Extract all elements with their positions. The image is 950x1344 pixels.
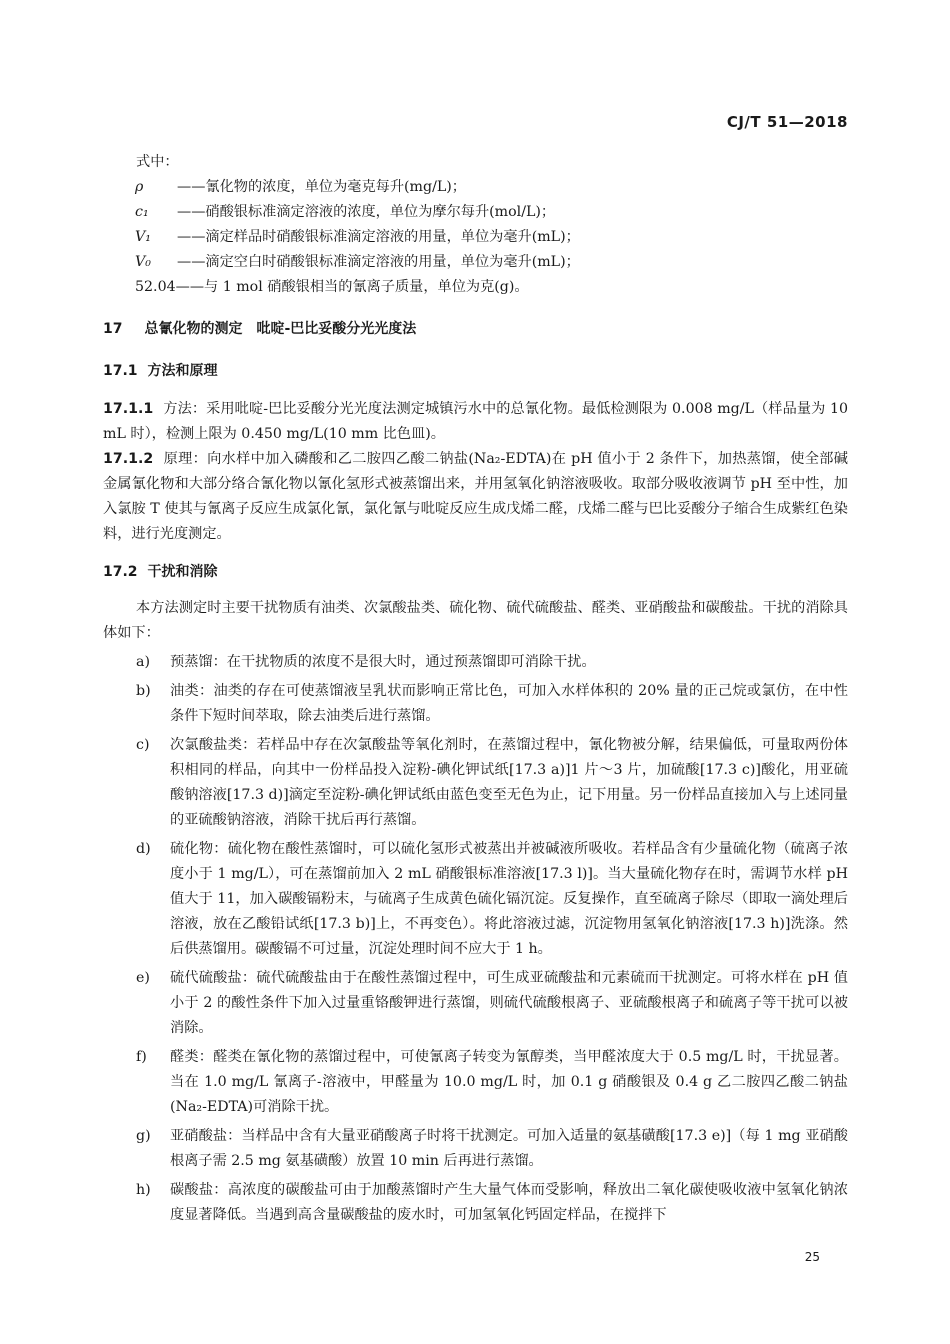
clause-text: 原理：向水样中加入磷酸和乙二胺四乙酸二钠盐(Na₂-EDTA)在 pH 值小于 2 条件下，加热蒸馏，使全部碱金属氰化物和大部分络合氰化物以氰化氢形式被蒸馏出来，并用氢氧化钠溶液吸收。取部分吸收液调节 pH 至中性，加入氯胺 T 使其与氰离子反应生成氯化氰，氯化氰与吡啶反应生成戊烯二醛，戊烯二醛与巴比妥酸分子缩合生成紫红色染料，进行光度测定。	[103, 451, 848, 542]
item-label: b)	[136, 683, 151, 699]
list-item	[103, 650, 848, 675]
variable-row	[135, 175, 848, 200]
page-number: 25	[804, 1250, 820, 1264]
variable-description: ——与 1 mol 硝酸银相当的氰离子质量，单位为克(g)。	[175, 279, 529, 295]
variable-row	[135, 250, 848, 275]
clause-number: 17.1.1	[103, 401, 154, 417]
item-label: f)	[136, 1049, 147, 1065]
section-title: 总氰化物的测定 吡啶-巴比妥酸分光光度法	[144, 321, 417, 337]
item-label: d)	[136, 841, 151, 857]
variable-description: ——滴定样品时硝酸银标准滴定溶液的用量，单位为毫升(mL)；	[177, 229, 580, 245]
section-17-1-heading	[103, 359, 848, 384]
item-text: 硫化物：硫化物在酸性蒸馏时，可以硫化氢形式被蒸出并被碱液所吸收。若样品含有少量硫化物（硫离子浓度小于 1 mg/L），可在蒸馏前加入 2 mL 硝酸银标准溶液[17.3 l)]。当大量硫化物存在时，需调节水样 pH 值大于 11，加入碳酸镉粉末，与硫离子生成黄色硫化镉沉淀。反复操作，直至硫离子除尽（即取一滴处理后溶液，放在乙酸铅试纸[17.3 b)]上，不再变色）。将此溶液过滤，沉淀物用氢氧化钠溶液[17.3 h)]洗涤。然后供蒸馏用。碳酸镉不可过量，沉淀处理时间不应大于 1 h。	[170, 841, 848, 957]
interference-intro: 本方法测定时主要干扰物质有油类、次氯酸盐类、硫化物、硫代硫酸盐、醛类、亚硝酸盐和碳酸盐。干扰的消除具体如下：	[103, 600, 848, 641]
variable-description: ——氰化物的浓度，单位为毫克每升(mg/L)；	[177, 179, 466, 195]
variable-row	[135, 225, 848, 250]
formula-intro: 式中：	[136, 154, 179, 170]
item-text: 预蒸馏：在干扰物质的浓度不是很大时，通过预蒸馏即可消除干扰。	[170, 654, 596, 670]
item-label: a)	[136, 654, 150, 670]
section-number: 17.1	[103, 363, 138, 379]
variable-row	[135, 200, 848, 225]
item-text: 碳酸盐：高浓度的碳酸盐可由于加酸蒸馏时产生大量气体而受影响，释放出二氧化碳使吸收液中氢氧化钠浓度显著降低。当遇到高含量碳酸盐的废水时，可加氢氧化钙固定样品，在搅拌下	[170, 1182, 848, 1223]
list-item	[103, 1045, 848, 1120]
variable-description: ——滴定空白时硝酸银标准滴定溶液的用量，单位为毫升(mL)；	[177, 254, 580, 270]
section-number: 17	[103, 321, 123, 337]
item-label: c)	[136, 737, 150, 753]
variable-row	[135, 275, 848, 300]
item-text: 硫代硫酸盐：硫代硫酸盐由于在酸性蒸馏过程中，可生成亚硫酸盐和元素硫而干扰测定。可将水样在 pH 值小于 2 的酸性条件下加入过量重铬酸钾进行蒸馏，则硫代硫酸根离子、亚硫酸根离子和硫离子等干扰可以被消除。	[170, 970, 848, 1036]
item-label: h)	[136, 1182, 151, 1198]
list-item	[103, 1124, 848, 1174]
item-text: 油类：油类的存在可使蒸馏液呈乳状而影响正常比色，可加入水样体积的 20% 量的正己烷或氯仿，在中性条件下短时间萃取，除去油类后进行蒸馏。	[170, 683, 848, 724]
variable-symbol: ρ	[135, 179, 144, 195]
item-text: 亚硝酸盐：当样品中含有大量亚硝酸离子时将干扰测定。可加入适量的氨基磺酸[17.3 e)]（每 1 mg 亚硝酸根离子需 2.5 mg 氨基磺酸）放置 10 min 后再进行蒸馏。	[170, 1128, 848, 1169]
item-text: 醛类：醛类在氰化物的蒸馏过程中，可使氰离子转变为氰醇类，当甲醛浓度大于 0.5 mg/L 时，干扰显著。当在 1.0 mg/L 氰离子-溶液中，甲醛量为 10.0 mg/L 时，加 0.1 g 硝酸银及 0.4 g 乙二胺四乙酸二钠盐(Na₂-EDTA)可消除干扰。	[170, 1049, 848, 1115]
item-label: e)	[136, 970, 150, 986]
list-item	[103, 837, 848, 962]
list-item	[103, 1178, 848, 1228]
clause-number: 17.1.2	[103, 451, 154, 467]
section-number: 17.2	[103, 564, 138, 580]
section-17-2-heading	[103, 560, 848, 585]
section-title: 方法和原理	[147, 363, 218, 379]
item-label: g)	[136, 1128, 151, 1144]
section-17-heading	[103, 317, 848, 342]
variable-list	[103, 175, 848, 300]
item-text: 次氯酸盐类：若样品中存在次氯酸盐等氧化剂时，在蒸馏过程中，氰化物被分解，结果偏低，可量取两份体积相同的样品，向其中一份样品投入淀粉-碘化钾试纸[17.3 a)]1 片～3 片，加硫酸[17.3 c)]酸化，用亚硫酸钠溶液[17.3 d)]滴定至淀粉-碘化钾试纸由蓝色变至无色为止，记下用量。另一份样品直接加入与上述同量的亚硫酸钠溶液，消除干扰后再行蒸馏。	[170, 737, 848, 828]
variable-symbol: V₁	[135, 229, 151, 245]
clause-17-1-1	[103, 397, 848, 447]
variable-symbol: c₁	[135, 204, 149, 220]
list-item	[103, 966, 848, 1041]
variable-description: ——硝酸银标准滴定溶液的浓度，单位为摩尔每升(mol/L)；	[177, 204, 556, 220]
clause-text: 方法：采用吡啶-巴比妥酸分光光度法测定城镇污水中的总氰化物。最低检测限为 0.008 mg/L（样品量为 10 mL 时），检测上限为 0.450 mg/L(10 mm 比色皿)。	[103, 401, 848, 442]
variable-symbol: V₀	[135, 254, 151, 270]
section-title: 干扰和消除	[147, 564, 218, 580]
variable-symbol: 52.04	[135, 279, 176, 295]
page-content	[103, 150, 848, 1228]
list-item	[103, 679, 848, 729]
standard-code: CJ/T 51—2018	[726, 113, 848, 131]
clause-17-1-2	[103, 447, 848, 547]
interference-list	[103, 650, 848, 1228]
list-item	[103, 733, 848, 833]
